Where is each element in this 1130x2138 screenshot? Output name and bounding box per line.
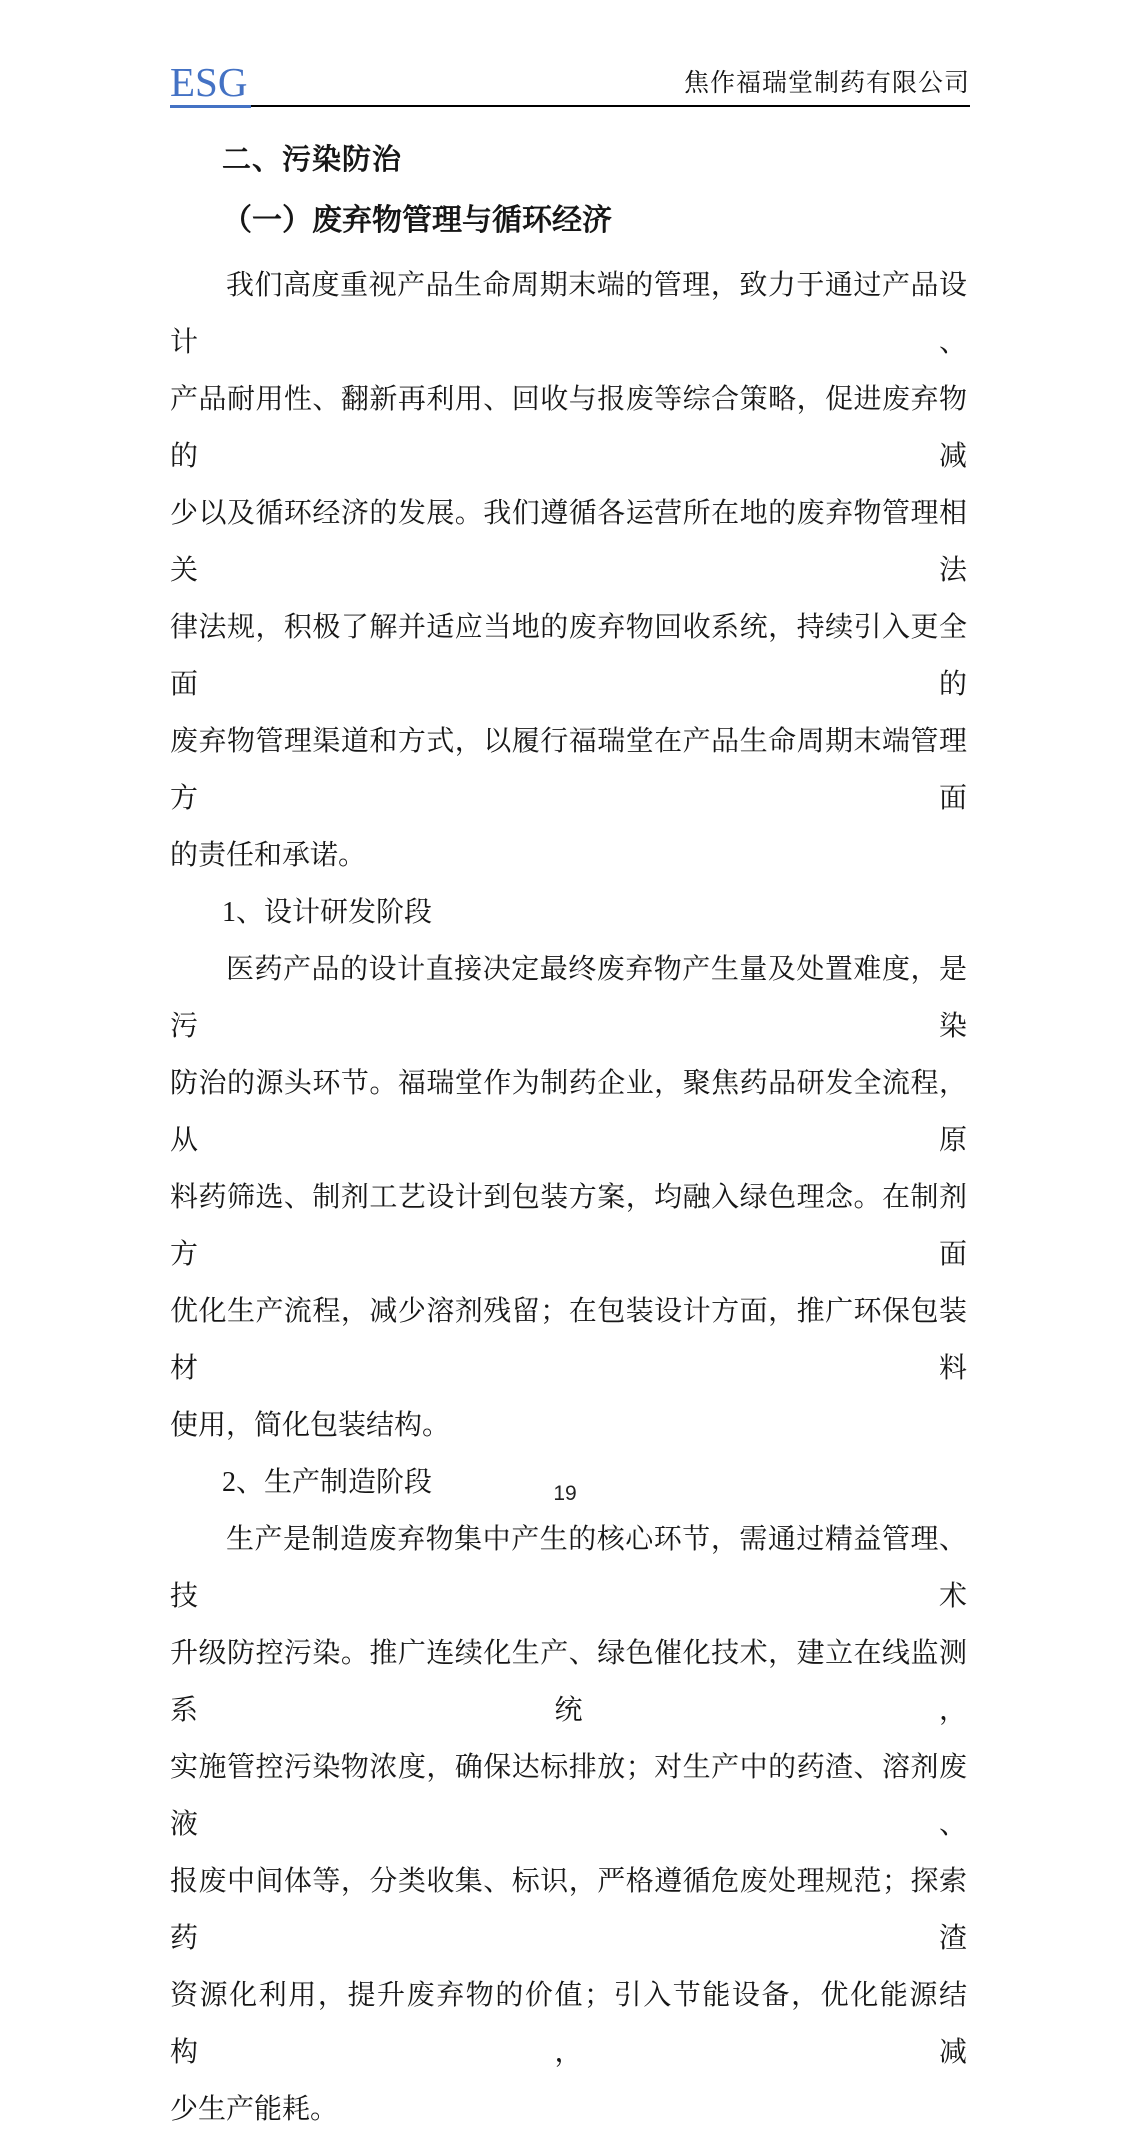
paragraph-line: 防治的源头环节。福瑞堂作为制药企业，聚焦药品研发全流程，从原: [170, 1068, 967, 1156]
paragraph-2: [170, 941, 967, 1454]
subsection-heading: （一）废弃物管理与循环经济: [222, 204, 612, 237]
company-name: 焦作福瑞堂制药有限公司: [683, 70, 970, 98]
paragraph-line: 生产是制造废弃物集中产生的核心环节，需通过精益管理、技术: [170, 1524, 967, 1612]
paragraph-line: 报废中间体等，分类收集、标识，严格遵循危废处理规范；探索药渣: [170, 1866, 967, 1954]
paragraph-line: 升级防控污染。推广连续化生产、绿色催化技术，建立在线监测系统，: [170, 1638, 967, 1726]
paragraph-line: 医药产品的设计直接决定最终废弃物产生量及处置难度，是污染: [170, 954, 967, 1042]
paragraph-3: [170, 1511, 967, 2138]
page-footer: [0, 1482, 1130, 1506]
paragraph-line: 少以及循环经济的发展。我们遵循各运营所在地的废弃物管理相关法: [170, 498, 967, 586]
section-heading: 二、污染防治: [222, 144, 403, 176]
page-number: 19: [553, 1482, 577, 1505]
stage-2-heading: 2、生产制造阶段: [222, 1467, 433, 1498]
stage-1-heading: 1、设计研发阶段: [222, 897, 433, 928]
paragraph-1: [170, 257, 967, 884]
document-body: [170, 119, 967, 2138]
esg-logo: ESG: [170, 60, 251, 108]
page-header: [170, 60, 970, 107]
paragraph-line: 我们高度重视产品生命周期末端的管理，致力于通过产品设计、: [170, 270, 967, 358]
paragraph-line: 的责任和承诺。: [170, 840, 367, 871]
paragraph-line: 废弃物管理渠道和方式，以履行福瑞堂在产品生命周期末端管理方面: [170, 726, 967, 814]
paragraph-line: 使用，简化包装结构。: [170, 1410, 451, 1441]
paragraph-line: 少生产能耗。: [170, 2094, 339, 2125]
paragraph-line: 料药筛选、制剂工艺设计到包装方案，均融入绿色理念。在制剂方面: [170, 1182, 967, 1270]
paragraph-line: 优化生产流程，减少溶剂残留；在包装设计方面，推广环保包装材料: [170, 1296, 967, 1384]
paragraph-line: 实施管控污染物浓度，确保达标排放；对生产中的药渣、溶剂废液、: [170, 1752, 967, 1840]
paragraph-line: 资源化利用，提升废弃物的价值；引入节能设备，优化能源结构，减: [170, 1980, 967, 2068]
paragraph-line: 律法规，积极了解并适应当地的废弃物回收系统，持续引入更全面的: [170, 612, 967, 700]
paragraph-line: 产品耐用性、翻新再利用、回收与报废等综合策略，促进废弃物的减: [170, 384, 967, 472]
